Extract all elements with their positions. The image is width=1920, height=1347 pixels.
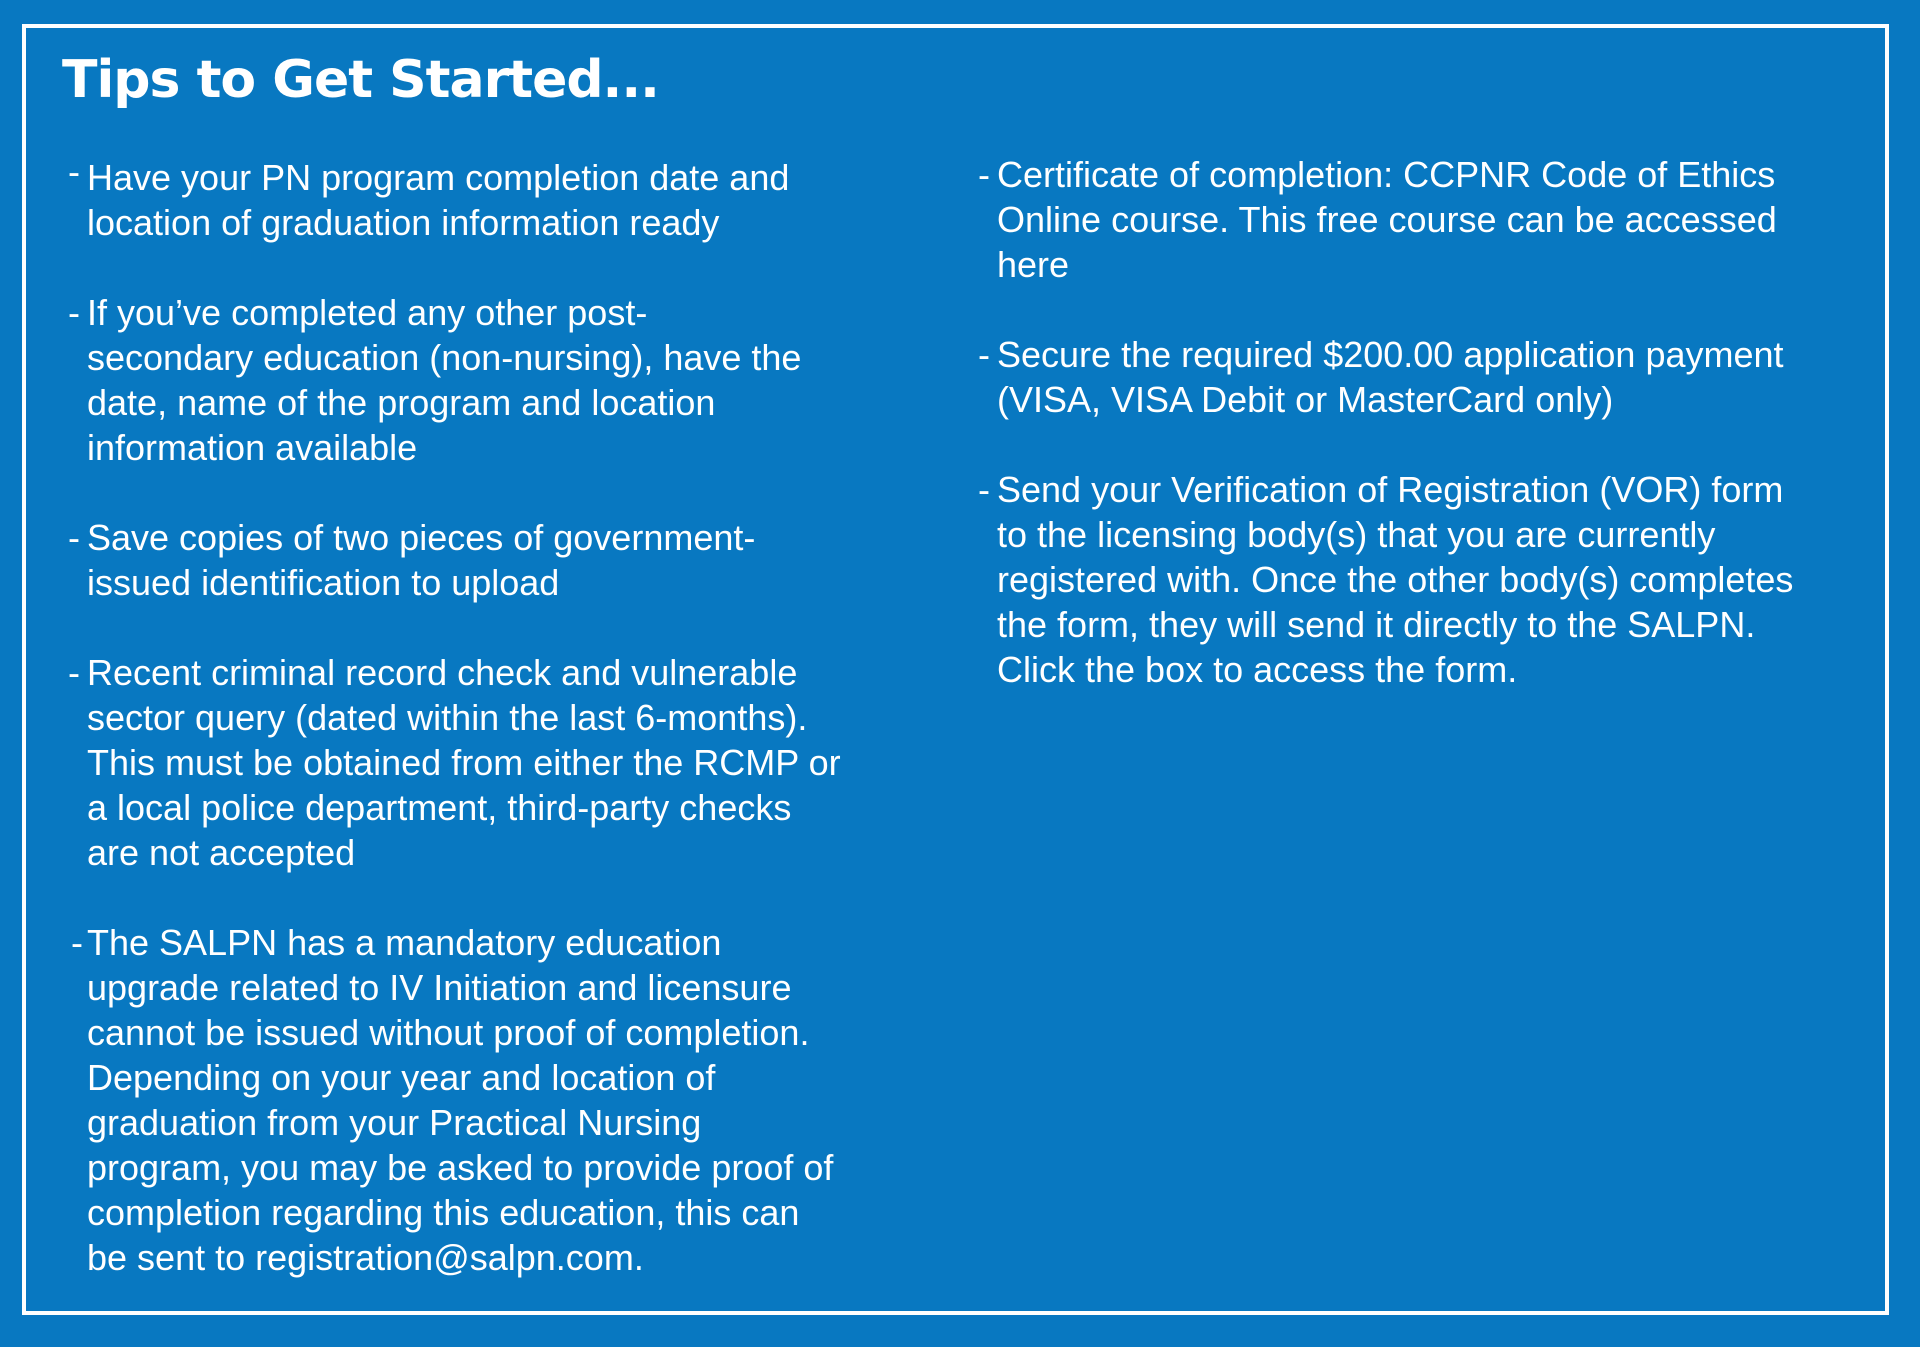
tip-verification-of-registration[interactable] xyxy=(978,467,1883,692)
bullet-dash: - xyxy=(68,151,80,192)
page-title: Tips to Get Started... xyxy=(62,50,659,110)
bullet-dash: - xyxy=(68,292,80,333)
tip-post-secondary-education xyxy=(68,290,928,470)
tip-text: Secure the required $200.00 application payment (VISA, VISA Debit or MasterCard only) xyxy=(997,334,1784,420)
tip-government-id xyxy=(68,515,928,605)
bullet-dash: - xyxy=(978,154,990,195)
tip-text: Save copies of two pieces of government- issued identification to upload xyxy=(87,517,756,603)
tip-ethics-certificate[interactable] xyxy=(978,152,1883,287)
bullet-dash: - xyxy=(978,334,990,375)
tip-text: The SALPN has a mandatory education upgrade related to IV Initiation and licensure cannot be issued without proof of completion. Depending on your year and location of graduation from your Practical Nursing program, you may be asked to provide proof of completion regarding this education, this can be sent to registration@salpn.com. xyxy=(87,922,834,1278)
tips-list-right xyxy=(978,152,1883,737)
tip-text: If you’ve completed any other post- secondary education (non-nursing), have the date, name of the program and location information available xyxy=(87,292,802,468)
tip-text: Recent criminal record check and vulnerable sector query (dated within the last 6-months). This must be obtained from either the RCMP or a local police department, third-party checks are not accepted xyxy=(87,652,841,873)
tip-criminal-record-check xyxy=(68,650,928,875)
tip-text: Certificate of completion: CCPNR Code of Ethics Online course. This free course can be accessed here xyxy=(997,154,1777,285)
bullet-dash: - xyxy=(68,652,80,693)
bullet-dash: - xyxy=(71,922,83,963)
tip-text: Send your Verification of Registration (VOR) form to the licensing body(s) that you are currently registered with. Once the other body(s) completes the form, they will send it directly to the SALPN. Click the box to access the form. xyxy=(997,469,1794,690)
tips-list-left xyxy=(68,151,928,1325)
bullet-dash: - xyxy=(978,469,990,510)
bullet-dash: - xyxy=(68,517,80,558)
tip-completion-date xyxy=(68,151,928,245)
tip-iv-initiation-education xyxy=(68,920,928,1280)
tip-text: Have your PN program completion date and location of graduation information ready xyxy=(87,157,790,243)
tip-application-payment xyxy=(978,332,1883,422)
